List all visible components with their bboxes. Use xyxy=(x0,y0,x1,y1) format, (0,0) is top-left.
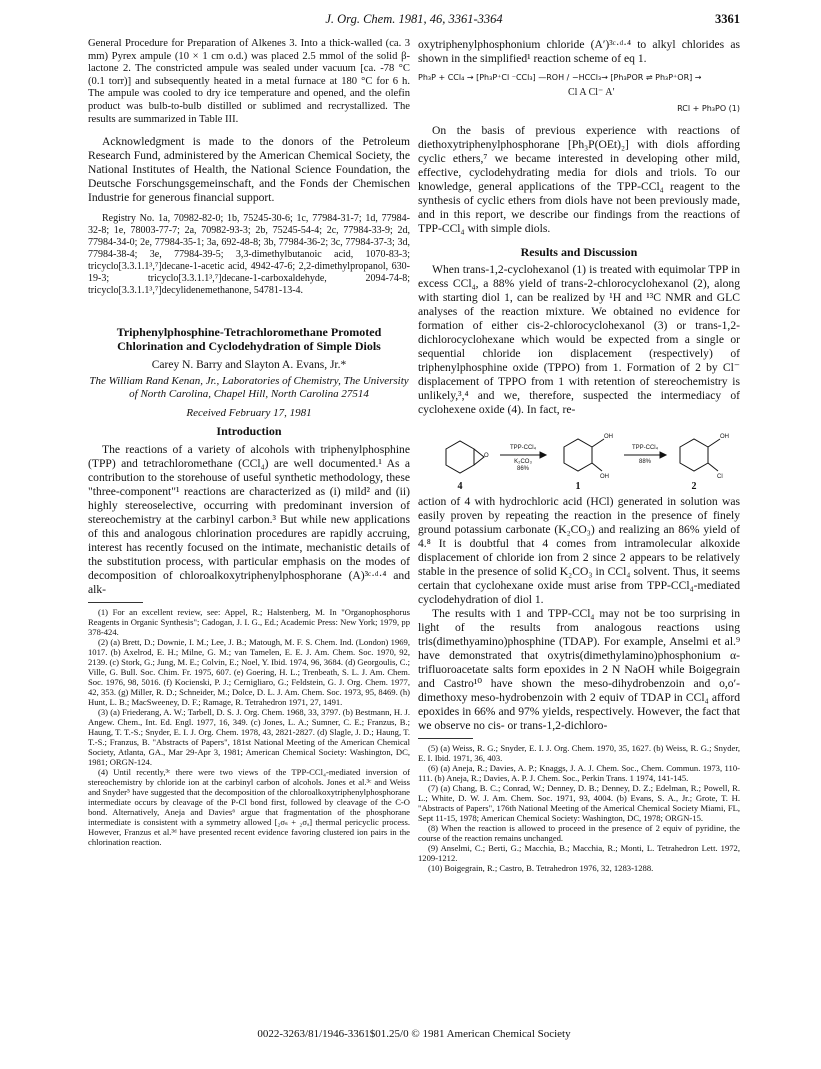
introduction-heading: Introduction xyxy=(216,424,282,439)
arrow2-yield: 88% xyxy=(638,459,652,466)
eq1-intro: oxytriphenylphosphonium chloride (A′)³ᶜ·ᵈ·⁴ to alkyl chlorides as shown in the simplified¹ reaction scheme of eq 1. xyxy=(418,38,740,65)
footnote: (2) (a) Brett, D.; Downie, I. M.; Lee, J. B.; Matough, M. F. S. Chem. Ind. (London) 1969, 1017. (b) Axelrod, E. H.; Milne, G. M.; van Tamelen, E. E. J. Am. Chem. Soc. 1970, 92, 2139. (c) Stork, G.; Jung, M. E.; Colvin, E.; Noel, Y. Ibid. 1974, 96, 3684. (d) Georgoulis, C.; Ville, G. Bull. Soc. Chim. Fr. 1975, 607. (e) Goering, H. L.; Trenbeath, S. L. J. Am. Chem. Soc. 1976, 98, 5016. (f) Kocienski, P. J.; Cernigliaro, G.; Feldstein, G. J. Org. Chem. 1977, 42, 353. (g) Miller, R. D.; Schneider, M.; Dolce, D. L. J. Am. Chem. Soc. 1973, 95, 8469. (h) Hunt, L. B.; MacSweeney, D. F.; Ramage, R. Tetrahedron 1971, 27, 1491. xyxy=(88,636,410,707)
footnote: (7) (a) Chang, B. C.; Conrad, W.; Denney, D. B.; Denney, D. Z.; Edelman, R.; Powell, R. L.; White, D. W. J. Am. Chem. Soc. 1971, 93, 4004. (b) Evans, S. A., Jr.; Grote, T. H. "Abstracts of Papers", 176th National Meeting of the Americal Chemical Society Miami, FL, Sept 11-15, 1978; American Chemical Society: Washington, DC, 1978; ORGN-15. xyxy=(418,783,740,824)
diol-ring xyxy=(564,439,592,471)
page-number: 3361 xyxy=(715,12,740,26)
footnote: (6) (a) Aneja, R.; Davies, A. P.; Knaggs, J. A. J. Chem. Soc., Chem. Commun. 1973, 110-111. (b) Aneja, R.; Davies, A. P. J. Chem. Soc., Perkin Trans. 1 1974, 141-145. xyxy=(418,763,740,784)
left-column xyxy=(88,38,410,847)
footnote: (3) (a) Friederang, A. W.; Tarbell, D. S. J. Org. Chem. 1968, 33, 3797. (b) Bestmann, H. J. Angew. Chem., Int. Ed. Engl. 1977, 16, 349. (c) Jones, L. A.; Sumner, C. E.; Franzus, B.; Haung, T. T.-S.; Snyder, E. I. J. Org. Chem. 1978, 43, 2821-2827. (d) Slagle, J. D.; Haung, T. T.-S.; Franzus, B. "Abstracts of Papers", 181st National Meeting of the American Chemical Society, Atlanta, GA., Mar 29-Apr 3, 1981; American Chemical Society: Washington, DC, 1981; ORGN-124. xyxy=(88,706,410,767)
compound-number-4: 4 xyxy=(457,481,463,493)
footnote: (4) Until recently,³ᶜ there were two views of the TPP-CCl₄-mediated inversion of stereochemistry by chloride ion at the carbinyl carbon of alcohols. Jones et al.³ᶜ and Weiss and Snyder⁵ have suggested that the decomposition of the chloroalkoxytriphenylphosphorane intermediate occurs by cleavage of the P-Cl bond first, followed by cleavage of the C-O bond. Alternatively, Aneja and Davies⁶ argue that fragmentation of the phosphorane intermediate is consistent with a symmetry allowed [₂σₛ + ₂σₐ] thermal pericyclic process. However, Franzus et al.³ᵈ have presented recent evidence favoring clustered ion pairs in the chlorination reaction. xyxy=(88,766,410,847)
cl-label: Cl xyxy=(717,474,723,481)
footnote-rule xyxy=(418,738,473,739)
svg-text:O: O xyxy=(484,453,489,460)
chlorohydrin-ring xyxy=(680,439,708,471)
footnotes-right xyxy=(418,743,740,873)
oh-label: OH xyxy=(604,434,613,441)
general-procedure: General Procedure for Preparation of Alkenes 3. Into a thick-walled (ca. 3 mm) Pyrex ampule (10 × 1 cm o.d.) was placed 2.5 mmol of the solid β-lactone 2. The constricted ampule was sealed under vacuum [ca. -78 °C (0.1 torr)] and subsequently heated in a metal furnace at 180 °C for 6 h. The ampule was cooled to dry ice temperature and opened, and the olefin product was bulb-to-bulb distilled or sublimed and recrystallized. The results are summarized in Table III. xyxy=(88,38,410,125)
paper-title: Triphenylphosphine-Tetrachloromethane Promoted Chlorination and Cyclodehydration of Simple Diols xyxy=(116,325,382,354)
copyright-footer: 0022-3263/81/1946-3361$01.25/0 © 1981 American Chemical Society xyxy=(257,1028,571,1040)
compound-number-2: 2 xyxy=(691,481,697,493)
right-column xyxy=(418,38,740,873)
footnote-rule xyxy=(88,602,143,603)
acknowledgment: Acknowledgment is made to the donors of the Petroleum Research Fund, administered by the American Chemical Society, the National Institutes of Health, the National Science Foundation, the Deutsche Forschungsgemeinschaft, and the Fonds der Chemischen Industrie for generous financial support. xyxy=(88,135,410,205)
arrow2-reagent: TPP-CCl₄ xyxy=(631,445,659,452)
epoxide-bridge xyxy=(474,449,484,465)
oh-label: OH xyxy=(720,434,729,441)
introduction-text: The reactions of a variety of alcohols with triphenylphosphine (TPP) and tetrachloromethane (CCl₄) are well documented.¹ As a contribution to the storehouse of useful synthetic methodology, these "three-component"¹ reactions are characterized as (i) mild² and (ii) highly stereoselective, occurring with predominant inversion of stereochemistry at the carbinyl carbon.³ But while new applications of this and analogous chlorination procedures are rapidly accruing, interest has recently focused on the intimate, mechanistic details of the substitution process, with particular emphasis on the modes of decomposition of chloroalkoxytriphenylphosphorane (A)³ᶜ·ᵈ·⁴ and alk- xyxy=(88,442,410,596)
paragraph-results-3: The results with 1 and TPP-CCl₄ may not be too surprising in light of the results from analogous reactions using tris(dimethyamino)phosphine (TDAP). For example, Anselmi et al.⁹ have demonstrated that oxytris(dimethylamino)phosphonium α-trifluoroacetate salts form epoxides in 2 N NaOH while Boigegrain and Castro¹⁰ have shown the meso-dihydrobenzoin and o,o′-dimethoxy meso-hydrobenzoin with 2 equiv of TDAP in CCl₄ afford epoxides in 66% and 97% yields, respectively. However, the fact that we observe no cis- or trans-1,2-dichloro- xyxy=(418,607,740,733)
paragraph-results-1: When trans-1,2-cyclohexanol (1) is treated with equimolar TPP in excess CCl₄, a 88% yield of trans-2-chlorocyclohexanol (2), along with starting diol 1, can be realized by ¹H and ¹³C NMR and GLC analyses of the reaction mixture. We obtained no evidence for formation of either cis-2-chlorocyclohexanol (3) or trans-1,2-dichlorocyclohexane which would be expected from a single or sequential chloride ion displacement (respectively) of triphenylphosphine oxide (TPPO) from 1. Formation of 2 by Cl⁻ displacement of TPPO from 1 with retention of stereochemistry is unlikely,³,⁴ and we, therefore, suspected the intermediacy of cyclohexene oxide (4). In fact, re- xyxy=(418,263,740,417)
oh-label: OH xyxy=(600,474,609,481)
footnote: (5) (a) Weiss, R. G.; Snyder, E. I. J. Org. Chem. 1970, 35, 1627. (b) Weiss, R. G.; Snyder, E. I. Ibid. 1971, 36, 403. xyxy=(418,743,740,764)
arrow1-yield: 86% xyxy=(516,466,530,473)
affiliation: The William Rand Kenan, Jr., Laboratories of Chemistry, The University of North Carolina, Chapel Hill, North Carolina 27514 xyxy=(89,374,409,400)
compound-number-1: 1 xyxy=(575,481,581,493)
arrow1-base: K₂CO₃ xyxy=(514,459,532,466)
running-header xyxy=(88,12,740,30)
cyclohexene-oxide-ring xyxy=(446,441,474,473)
scheme-line-1: Ph₃P + CCl₄ → [Ph₃P⁺Cl ⁻CCl₃] —ROH / −HCCl₃→ [Ph₃POR ⇌ Ph₃P⁺OR] → xyxy=(418,73,702,82)
epoxide-scheme-figure xyxy=(418,421,740,493)
footnote: (1) For an excellent review, see: Appel, R.; Halstenberg, M. In "Organophosphorus Reagents in Organic Synthesis"; Cadogan, J. I. G., Ed.; Academic Press: New York; 1979, pp 378-424. xyxy=(88,606,410,637)
scheme-labels: Cl A Cl⁻ A′ xyxy=(568,86,615,98)
paragraph-background: On the basis of previous experience with reactions of diethoxytriphenylphosphorane [Ph₃P(OEt)₂] with diols affording cyclic ethers,⁷ we became interested in developing other mild, effective, cyclodehydrating media for diols and triols. To our knowledge, general applications of the TPP-CCl₄ reagent to the synthesis of cyclic ethers from diols have not been previously made, and in this report, we describe our findings from the reactions of TPP-CCl₄ with simple diols. xyxy=(418,123,740,235)
footnote: (9) Anselmi, C.; Berti, G.; Macchia, B.; Macchia, R.; Monti, L. Tetrahedron Lett. 1972, 1209-1212. xyxy=(418,843,740,864)
scheme-products: RCl + Ph₃PO (1) xyxy=(677,104,740,114)
footnotes-left xyxy=(88,607,410,847)
paragraph-results-2: action of 4 with hydrochloric acid (HCl) generated in solution was easily proven by repeating the reaction in the presence of finely ground potassium carbonate (K₂CO₃) and realizing an 86% yield of 4.⁸ It is doubtful that 4 comes from intramolecular alkoxide displacement of chloride ion from 2 since 2 appears to be relatively stable in the presence of solid K₂CO₃ in CCl₄ solvent. Thus, it seems certain that cyclohexane oxide must arise from TPP-CCl₄-mediated cyclodehydration of diol 1. xyxy=(418,495,740,607)
journal-citation: J. Org. Chem. 1981, 46, 3361-3364 xyxy=(325,12,503,26)
authors: Carey N. Barry and Slayton A. Evans, Jr.* xyxy=(151,359,347,372)
registry-numbers: Registry No. 1a, 70982-82-0; 1b, 75245-30-6; 1c, 77984-31-7; 1d, 77984-32-8; 1e, 78003-77-7; 2a, 70982-93-3; 2b, 75245-54-4; 2c, 77984-33-9; 2d, 77984-34-0; 2e, 77984-35-1; 3a, 692-48-8; 3b, 77984-36-2; 3c, 77984-37-3; 3d, 77984-38-4; 3e, 77984-39-5; 3,3-dimethylbutanoic acid, 1070-83-3; tricyclo[3.3.1.1³,⁷]decane-1-acetic acid, 4942-47-6; 2,2-dimethylpropanol, 630-19-3; tricyclo[3.3.1.1³,⁷]decane-1-carboxaldehyde, 2094-74-8; tricyclo[3.3.1.1³,⁷]decylidenemethanone, 54781-13-4. xyxy=(88,213,410,297)
reaction-scheme-eq1 xyxy=(418,72,740,116)
footnote: (8) When the reaction is allowed to proceed in the presence of 2 equiv of pyridine, the course of the reaction remains unchanged. xyxy=(418,823,740,844)
arrow1-reagent: TPP-CCl₄ xyxy=(509,445,537,452)
results-heading: Results and Discussion xyxy=(520,244,638,259)
received-date: Received February 17, 1981 xyxy=(186,406,312,419)
footnote: (10) Boigegrain, R.; Castro, B. Tetrahedron 1976, 32, 1283-1288. xyxy=(428,863,654,874)
